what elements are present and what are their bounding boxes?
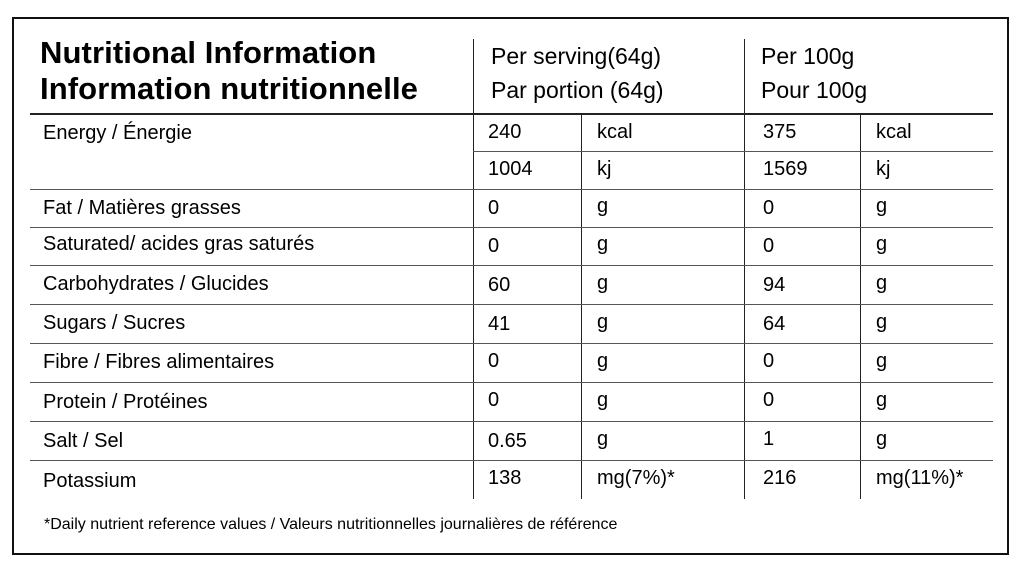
- divider-serving-unit: [581, 115, 582, 499]
- serving-value: 240: [488, 121, 522, 143]
- per100-unit: kcal: [876, 121, 912, 143]
- row-rule: [30, 189, 993, 190]
- divider-per100: [744, 39, 745, 499]
- serving-value: 60: [488, 274, 511, 296]
- energy-sub-rule: [473, 151, 993, 152]
- nutrient-name: Fibre / Fibres alimentaires: [43, 351, 275, 373]
- nutrient-name: Salt / Sel: [43, 430, 124, 452]
- per100-unit: g: [876, 272, 888, 294]
- per100-value: 64: [763, 313, 786, 335]
- per100-unit: g: [876, 311, 888, 333]
- per100-value: 0: [763, 197, 775, 219]
- row-rule: [30, 227, 993, 228]
- serving-unit: g: [597, 233, 609, 255]
- row-rule: [30, 421, 993, 422]
- serving-unit: g: [597, 428, 609, 450]
- nutrition-label: [12, 17, 1009, 555]
- serving-unit: g: [597, 311, 609, 333]
- serving-unit: g: [597, 389, 609, 411]
- nutrient-name: Energy / Énergie: [43, 122, 192, 144]
- footnote: *Daily nutrient reference values / Valeurs nutritionnelles journalières de référence: [44, 516, 618, 533]
- per100-value: 0: [763, 350, 775, 372]
- serving-unit: kcal: [597, 121, 633, 143]
- nutrient-name: Saturated/ acides gras saturés: [43, 233, 315, 255]
- per-serving-header-fr: Par portion (64g): [491, 77, 664, 103]
- serving-value: 41: [488, 313, 511, 335]
- row-rule: [30, 343, 993, 344]
- nutrient-name: Protein / Protéines: [43, 391, 208, 413]
- title-french: Information nutritionnelle: [40, 71, 419, 106]
- per100-unit: g: [876, 428, 888, 450]
- per100-value: 216: [763, 467, 797, 489]
- serving-value: 1004: [488, 158, 533, 180]
- header-rule: [30, 113, 993, 115]
- serving-unit: g: [597, 350, 609, 372]
- serving-value: 0: [488, 197, 500, 219]
- per100-unit: kj: [876, 158, 891, 180]
- serving-unit: mg(7%)*: [597, 467, 675, 489]
- nutrient-name: Carbohydrates / Glucides: [43, 273, 269, 295]
- serving-value: 0: [488, 235, 500, 257]
- per100-value: 94: [763, 274, 786, 296]
- per100-unit: mg(11%)*: [876, 467, 964, 489]
- per100-value: 1569: [763, 158, 808, 180]
- per-100g-header-fr: Pour 100g: [761, 77, 868, 103]
- nutrient-name: Fat / Matières grasses: [43, 197, 241, 219]
- per-serving-header-en: Per serving(64g): [491, 43, 662, 69]
- row-rule: [30, 265, 993, 266]
- serving-value: 138: [488, 467, 522, 489]
- row-rule: [30, 304, 993, 305]
- per100-value: 0: [763, 389, 775, 411]
- divider-serving: [473, 39, 474, 499]
- per100-unit: g: [876, 350, 888, 372]
- nutrient-name: Potassium: [43, 470, 137, 492]
- per100-value: 375: [763, 121, 797, 143]
- serving-unit: g: [597, 195, 609, 217]
- per100-unit: g: [876, 389, 888, 411]
- title-english: Nutritional Information: [40, 35, 377, 70]
- divider-per100-unit: [860, 115, 861, 499]
- serving-value: 0: [488, 350, 500, 372]
- per100-value: 1: [763, 428, 775, 450]
- per100-unit: g: [876, 195, 888, 217]
- nutrient-name: Sugars / Sucres: [43, 312, 186, 334]
- per100-value: 0: [763, 235, 775, 257]
- serving-value: 0.65: [488, 430, 527, 452]
- row-rule: [30, 382, 993, 383]
- per-100g-header-en: Per 100g: [761, 43, 855, 69]
- serving-unit: kj: [597, 158, 612, 180]
- row-rule: [30, 460, 993, 461]
- per100-unit: g: [876, 233, 888, 255]
- serving-value: 0: [488, 389, 500, 411]
- serving-unit: g: [597, 272, 609, 294]
